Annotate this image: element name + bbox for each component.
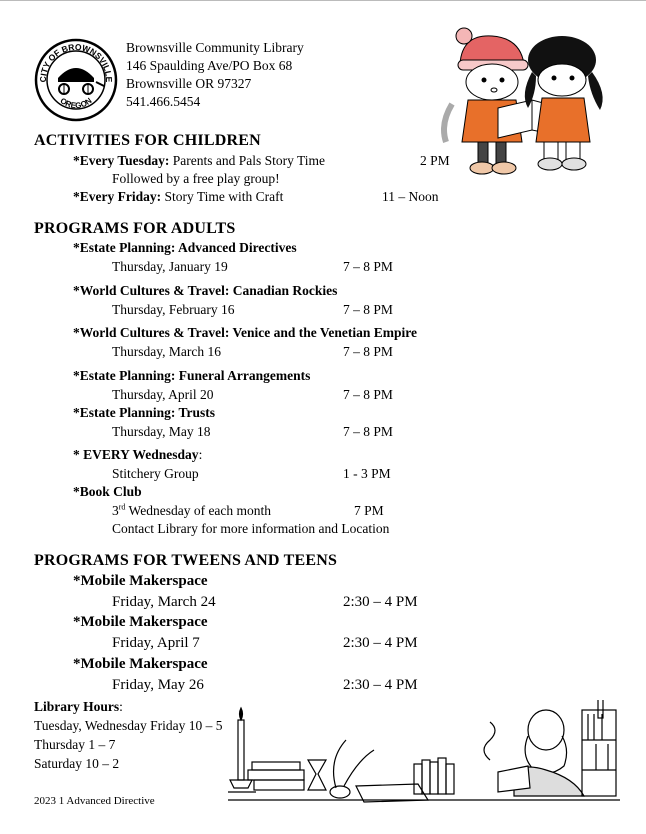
city-seal-icon — [34, 38, 118, 122]
friday-time: 11 – Noon — [382, 189, 439, 204]
bookclub-when — [112, 503, 271, 519]
children-tuesday-row — [73, 153, 325, 169]
adult-program-date: Thursday, May 18 — [112, 424, 211, 439]
stitchery-time: 1 - 3 PM — [343, 466, 391, 481]
hours-line: Tuesday, Wednesday Friday 10 – 5 — [34, 718, 223, 733]
library-phone: 541.466.5454 — [126, 94, 201, 109]
adult-program-time: 7 – 8 PM — [343, 387, 393, 402]
adult-program-date: Thursday, April 20 — [112, 387, 214, 402]
teen-program-time: 2:30 – 4 PM — [343, 594, 418, 610]
library-address-block — [126, 39, 304, 111]
children-heading: ACTIVITIES FOR CHILDREN — [34, 132, 261, 149]
tuesday-label: *Every Tuesday: — [73, 153, 170, 168]
bookclub-when-text: Wednesday of each month — [125, 503, 272, 518]
tuesday-time: 2 PM — [420, 153, 450, 168]
wednesday-colon: : — [198, 447, 203, 462]
teen-program-time: 2:30 – 4 PM — [343, 635, 418, 651]
adult-program-date: Thursday, March 16 — [112, 344, 221, 359]
adult-program-time: 7 – 8 PM — [343, 424, 393, 439]
hours-label: Library Hours — [34, 699, 120, 714]
teen-program-date: Friday, April 7 — [112, 635, 200, 651]
adult-program-date: Thursday, January 19 — [112, 259, 228, 274]
hours-line: Saturday 10 – 2 — [34, 756, 120, 771]
teen-program-title: *Mobile Makerspace — [73, 656, 208, 672]
adult-program-time: 7 – 8 PM — [343, 302, 393, 317]
library-hours — [34, 697, 223, 773]
library-address-line1: 146 Spaulding Ave/PO Box 68 — [126, 58, 293, 73]
library-name: Brownsville Community Library — [126, 40, 304, 55]
wednesday-label: * EVERY Wednesday — [73, 447, 199, 462]
wednesday-row — [73, 447, 202, 463]
adults-heading: PROGRAMS FOR ADULTS — [34, 220, 236, 237]
bookclub-ordinal-suffix: rd — [118, 502, 126, 512]
adult-program-date: Thursday, February 16 — [112, 302, 235, 317]
teen-program-date: Friday, March 24 — [112, 594, 216, 610]
seal-text-bottom: OREGON — [58, 96, 94, 111]
hours-label-row — [34, 697, 223, 716]
stitchery-group: Stitchery Group — [112, 466, 199, 481]
children-friday-row — [73, 189, 283, 205]
teen-program-title: *Mobile Makerspace — [73, 573, 208, 589]
hours-line: Thursday 1 – 7 — [34, 737, 116, 752]
teen-program-time: 2:30 – 4 PM — [343, 677, 418, 693]
bookclub-title: *Book Club — [73, 484, 142, 499]
footer-code: 2023 1 Advanced Directive — [34, 795, 155, 807]
friday-desc: Story Time with Craft — [161, 189, 284, 204]
bookclub-note: Contact Library for more information and Location — [112, 521, 390, 536]
tuesday-desc: Parents and Pals Story Time — [169, 153, 326, 168]
teen-program-date: Friday, May 26 — [112, 677, 204, 693]
svg-text:OREGON — [58, 96, 93, 110]
friday-label: *Every Friday: — [73, 189, 162, 204]
tuesday-note: Followed by a free play group! — [112, 171, 280, 186]
bookclub-time: 7 PM — [354, 503, 384, 518]
old-man-reading-illustration — [228, 700, 620, 818]
adult-program-title: *Estate Planning: Advanced Directives — [73, 240, 297, 255]
teen-program-title: *Mobile Makerspace — [73, 614, 208, 630]
hours-colon: : — [119, 699, 123, 714]
bookclub-ordinal: 3 — [112, 503, 119, 518]
seal-text-top: CITY OF BROWNSVILLE — [37, 41, 115, 83]
adult-program-time: 7 – 8 PM — [343, 259, 393, 274]
adult-program-title: *World Cultures & Travel: Venice and the Venetian Empire — [73, 325, 418, 340]
teens-heading: PROGRAMS FOR TWEENS AND TEENS — [34, 552, 338, 569]
library-address-line2: Brownsville OR 97327 — [126, 76, 252, 91]
adult-program-title: *Estate Planning: Funeral Arrangements — [73, 368, 311, 383]
adult-program-time: 7 – 8 PM — [343, 344, 393, 359]
adult-program-title: *World Cultures & Travel: Canadian Rockies — [73, 283, 338, 298]
caroling-children-illustration — [432, 24, 612, 180]
adult-program-title: *Estate Planning: Trusts — [73, 405, 216, 420]
top-rule — [0, 0, 646, 1]
